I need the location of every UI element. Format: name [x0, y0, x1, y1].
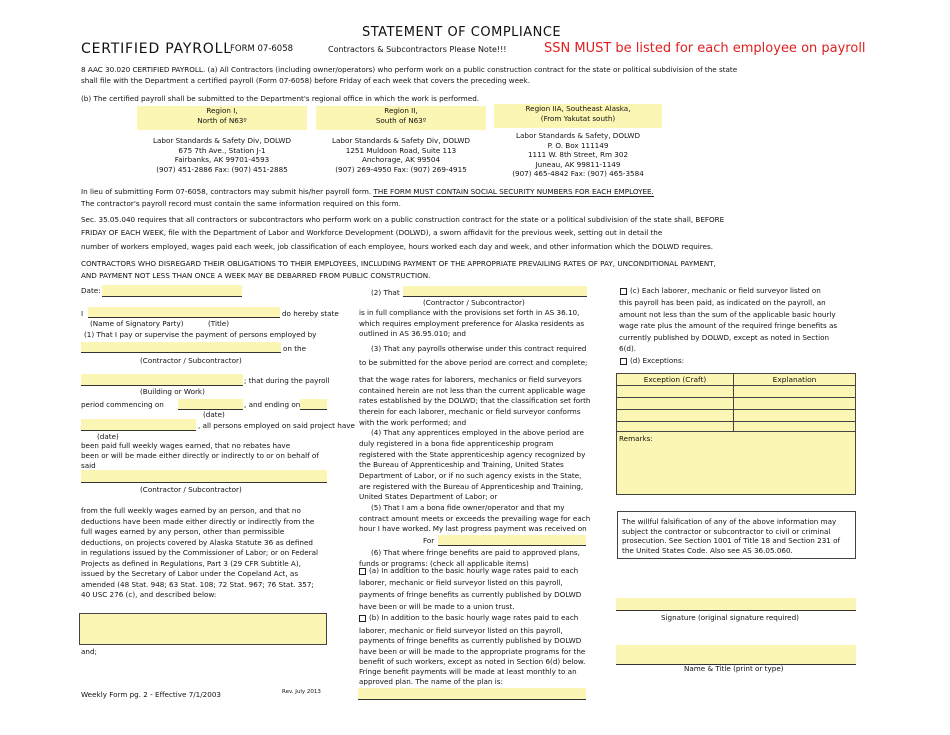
during-payroll-text: ; that during the payroll — [244, 376, 330, 385]
building-work-field[interactable] — [81, 374, 243, 386]
for-label: For — [423, 536, 435, 545]
period-text: period commencing on — [81, 400, 164, 409]
on-the-text: on the — [283, 344, 307, 353]
sec-line1: Sec. 35.05.040 requires that all contractors or subcontractors who perform work on a public construction contract for the state or a political subdivision of the state shall, BEFORE — [81, 215, 725, 224]
region-2a-address: Labor Standards & Safety, DOLWD P. O. Box 111149 1111 W. 8th Street, Rm 302 Juneau, AK 99811-1149 (907) 465-4842 Fax: (907) 465-3584 — [512, 131, 644, 178]
exception-cell[interactable] — [617, 386, 734, 398]
item-3-text: (3) That any payrolls otherwise under this contract required — [371, 344, 587, 353]
date-caption-2: (date) — [97, 432, 119, 441]
name-caption: (Name of Signatory Party) — [90, 319, 184, 328]
all-persons-text: , all persons employed on said project have — [198, 421, 355, 430]
statement-title: STATEMENT OF COMPLIANCE — [362, 25, 562, 40]
weekly-form-footer: Weekly Form pg. 2 - Effective 7/1/2003 — [81, 690, 221, 699]
explanation-cell[interactable] — [734, 410, 856, 422]
building-caption: (Building or Work) — [140, 387, 205, 396]
sec-line2: FRIDAY OF EACH WEEK, file with the Department of Labor and Workforce Development (DOLWD), a sworn affidavit for the previous week, setting out in detail the — [81, 228, 663, 237]
remarks-label: Remarks: — [619, 434, 653, 443]
region-1-address: Labor Standards & Safety Div, DOLWD 675 7th Ave., Station J-1 Fairbanks, AK 99701-4593 (907) 451-2886 Fax: (907) 451-2885 — [152, 136, 292, 174]
explanation-cell[interactable] — [734, 386, 856, 398]
ssn-warning: SSN MUST be listed for each employee on payroll — [544, 41, 866, 56]
record-notice: The contractor's payroll record must contain the same information required on this form. — [81, 199, 401, 208]
region-2-label: Region II, South of N63º — [316, 106, 486, 130]
description-box[interactable] — [79, 613, 327, 645]
and-label: and; — [81, 647, 97, 656]
item-6d: (d) Exceptions: — [620, 357, 684, 365]
contractors-note: Contractors & Subcontractors Please Note!!! — [328, 45, 507, 54]
contractor-field-2[interactable] — [81, 470, 327, 483]
period-start-field[interactable] — [178, 399, 243, 410]
item-6c: (c) Each laborer, mechanic or field surveyor listed on — [620, 287, 821, 295]
wage-rate-lines: that the wage rates for laborers, mechanics or field surveyors contained herein are not less than the current applicable wage rates established by the DOLWD; that the classification set forth therein for each laborer, mechanic or field surveyor conforms with the work performed; and (4) That any apprentices employed in the above period are duly registered in a bona fide apprenticeship program registered with the State apprenticeship agency recognized by the Bureau of Apprenticeship and Training, United States Department of Labor, or if no such agency exists in the State, are registered with the Bureau of Apprenticeship and Training, United States Department of Labor; or (5) That I am a bona fide owner/operator and that my contract amount meets or exceeds the prevailing wage for each hour I have worked. My last progress payment was received on — [359, 375, 591, 534]
region-2-address: Labor Standards & Safety Div, DOLWD 1251 Muldoon Road, Suite 113 Anchorage, AK 99504 (907) 269-4950 Fax: (907) 269-4915 — [331, 136, 471, 174]
date-label: Date: — [81, 286, 101, 295]
region-2a-label: Region IIA, Southeast Alaska, (From Yakutat south) — [494, 104, 662, 128]
two-that-text: (2) That — [371, 288, 400, 297]
fringe-lines: (6) That where fringe benefits are paid to approved plans, funds or programs: (check all applicable items) — [359, 548, 580, 568]
intro-line3: (b) The certified payroll shall be submitted to the Department's regional office in which the work is performed. — [81, 94, 480, 103]
contractor-caption-1: (Contractor / Subcontractor) — [140, 356, 242, 365]
caps-line1: CONTRACTORS WHO DISREGARD THEIR OBLIGATIONS TO THEIR EMPLOYEES, INCLUDING PAYMENT OF THE APPROPRIATE PREVAILING RATES OF PAY, UNCONDITIONAL PAYMENT, — [81, 259, 716, 268]
remarks-box[interactable] — [616, 431, 856, 495]
progress-for-field[interactable] — [438, 535, 586, 546]
explanation-header: Explanation — [734, 374, 856, 386]
lieu-notice: In lieu of submitting Form 07-6058, contractors may submit his/her payroll form. THE FORM MUST CONTAIN SOCIAL SECURITY NUMBERS FOR EACH EMPLOYEE. — [81, 187, 654, 196]
do-hereby-text: do hereby state — [282, 309, 339, 318]
compliance-lines: is in full compliance with the provisions set forth in AS 36.10, which requires employment preference for Alaska residents as outlined in AS 36.95.010; and — [359, 308, 585, 338]
plan-name-field[interactable] — [358, 688, 586, 700]
sec-line3: number of workers employed, wages paid each week, job classification of each employee, hours worked each day and week, and other information which the DOLWD requires. — [81, 242, 713, 251]
checkbox-6c[interactable] — [620, 288, 627, 295]
paid-date-field[interactable] — [81, 419, 196, 431]
date-field[interactable] — [102, 285, 242, 297]
been-or-will-text: been or will be made either directly or indirectly to or on behalf of — [81, 451, 319, 460]
form-number: FORM 07-6058 — [230, 44, 294, 54]
item-6c-lines: this payroll has been paid, as indicated on the payroll, an amount not less than the sum of the applicable basic hourly wage rate plus the amount of the required fringe benefits as currently published by DOLWD, except as noted in Section 6(d). — [619, 298, 838, 353]
item-6a: (a) In addition to the basic hourly wage rates paid to each — [359, 567, 578, 575]
name-title-field[interactable] — [616, 645, 856, 665]
i-label: I — [81, 309, 84, 318]
checkbox-6a[interactable] — [359, 568, 366, 575]
said-text: said — [81, 461, 96, 470]
and-ending-text: , and ending on — [244, 400, 301, 409]
exception-cell[interactable] — [617, 398, 734, 410]
been-paid-text: been paid full weekly wages earned, that no rebates have — [81, 441, 291, 450]
contractor-caption-3: (Contractor / Subcontractor) — [423, 298, 525, 307]
item-6b-lines: laborer, mechanic or field surveyor listed on this payroll, payments of fringe benefits as currently published by DOLWD have been or will be made to the appropriate programs for the benefit of such workers, except as noted in Section 6(d) below. Fringe benefit payments will be made at least monthly to an approved plan. The name of the plan is: — [359, 626, 586, 687]
form-title: CERTIFIED PAYROLL — [81, 41, 232, 57]
exceptions-table — [616, 373, 856, 434]
falsification-notice: The willful falsification of any of the above information may subject the contractor or subcontractor to civil or criminal prosecution. See Section 1001 of Title 18 and Section 231 of the United States Code. Also see AS 36.05.060. — [617, 511, 856, 559]
intro-line2: shall file with the Department a certified payroll (Form 07-6058) before Friday of each week that covers the preceding week. — [81, 76, 530, 85]
intro-line1: 8 AAC 30.020 CERTIFIED PAYROLL. (a) All Contractors (including owner/operators) who perform work on a public construction contract for the state or political subdivision of the state — [81, 65, 738, 74]
contractor-field-1[interactable] — [81, 342, 281, 353]
from-lines: from the full weekly wages earned by an person, and that no deductions have been made either directly or indirectly from the full wages earned by any person, other than permissible deductions, on projects covered by Alaska Statute 36 as defined in regulations issued by the Commissioner of Labor; or on Federal Projects as defined in Regulations, Part 3 (29 CFR Subtitle A), issued by the Secretary of Labor under the Copeland Act, as amended (48 Stat. 948; 63 Stat. 108; 72 Stat. 967; 76 Stat. 357; 40 USC 276 (c), and described below: — [81, 506, 319, 599]
region-1-label: Region I, North of N63º — [137, 106, 307, 130]
item-6a-lines: laborer, mechanic or field surveyor listed on this payroll, payments of fringe benefits as currently published by DOLWD have been or will be made to a union trust. — [359, 578, 582, 611]
contractor-field-3[interactable] — [403, 286, 587, 297]
submitted-text: to be submitted for the above period are correct and complete; — [359, 358, 588, 367]
pay-line: (1) That I pay or supervise the payment of persons employed by — [84, 330, 317, 339]
name-title-caption: Name & Title (print or type) — [684, 664, 784, 673]
explanation-cell[interactable] — [734, 398, 856, 410]
exception-cell[interactable] — [617, 410, 734, 422]
revision-footer: Rev. July 2013 — [282, 689, 321, 695]
caps-line2: AND PAYMENT NOT LESS THAN ONCE A WEEK MAY BE DEBARRED FROM PUBLIC CONSTRUCTION. — [81, 271, 431, 280]
signature-field[interactable] — [616, 598, 856, 611]
date-caption-1: (date) — [203, 410, 225, 419]
title-caption: (Title) — [208, 319, 230, 328]
signatory-name-field[interactable] — [88, 307, 280, 318]
signature-caption: Signature (original signature required) — [661, 613, 799, 622]
checkbox-6d[interactable] — [620, 358, 627, 365]
period-end-field[interactable] — [300, 399, 327, 410]
contractor-caption-2: (Contractor / Subcontractor) — [140, 485, 242, 494]
item-6b: (b) In addition to the basic hourly wage rates paid to each — [359, 614, 578, 622]
exception-craft-header: Exception (Craft) — [617, 374, 734, 386]
checkbox-6b[interactable] — [359, 615, 366, 622]
